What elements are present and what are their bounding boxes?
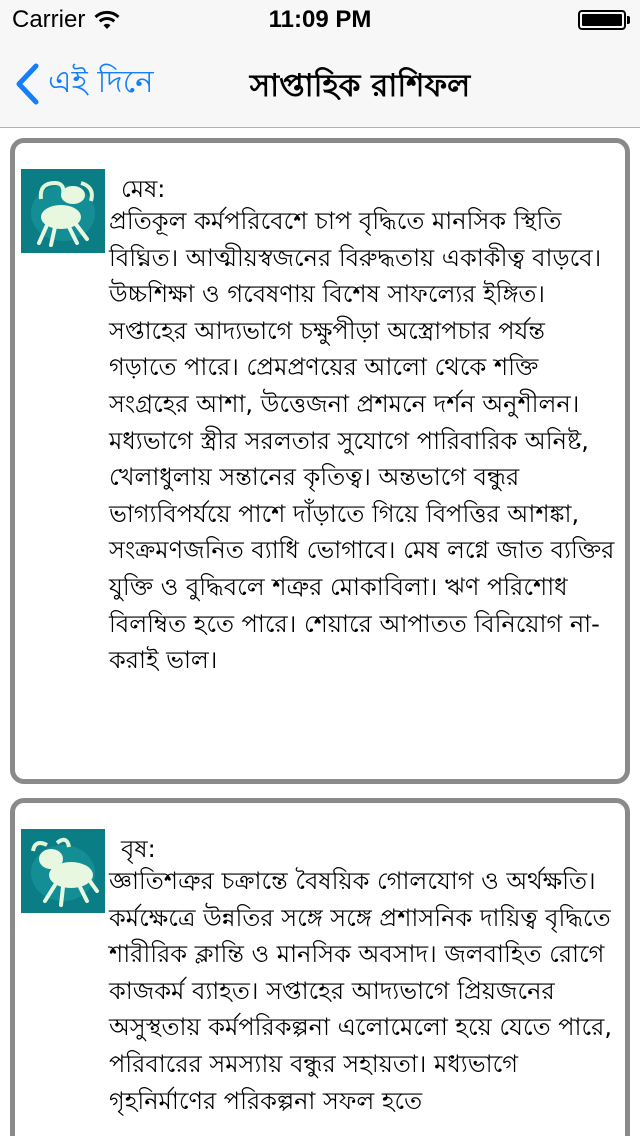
horoscope-list[interactable] xyxy=(0,128,640,1136)
page-title: সাপ্তাহিক রাশিফল xyxy=(249,68,471,104)
battery-icon xyxy=(578,10,626,30)
navigation-bar xyxy=(0,40,640,128)
sign-name: মেষ: xyxy=(121,175,166,203)
horoscope-card xyxy=(10,138,630,784)
status-bar xyxy=(0,0,640,40)
carrier-label: Carrier xyxy=(12,6,86,33)
status-time: 11:09 PM xyxy=(268,6,372,33)
horoscope-text: প্রতিকূল কর্মপরিবেশে চাপ বৃদ্ধিতে মানসিক স্থিতি বিঘ্নিত। আত্মীয়স্বজনের বিরুদ্ধতায় একাকীত্ব বাড়বে। উচ্চশিক্ষা ও গবেষণায় বিশেষ সাফল্যের ইঙ্গিত। সপ্তাহের আদ্যভাগে চক্ষুপীড়া অস্ত্রোপচার পর্যন্ত গড়াতে পারে। প্রেমপ্রণয়ের আলো থেকে শক্তি সংগ্রহের আশা, উত্তেজনা প্রশমনে দর্শন অনুশীলন। মধ্যভাগে স্ত্রীর সরলতার সুযোগে পারিবারিক অনিষ্ট, খেলাধুলায় সন্তানের কৃতিত্ব। অন্তভাগে বন্ধুর ভাগ্যবিপর্যয়ে পাশে দাঁড়াতে গিয়ে বিপত্তির আশঙ্কা, সংক্রমণজনিত ব্যাধি ভোগাবে। মেষ লগ্নে জাত ব্যক্তির যুক্তি ও বুদ্ধিবলে শত্রুর মোকাবিলা। ঋণ পরিশোধ বিলম্বিত হতে পারে। শেয়ারে আপাতত বিনিয়োগ না-করাই ভাল। xyxy=(109,207,615,675)
sign-name: বৃষ: xyxy=(121,835,156,863)
back-button-label: এই দিনে xyxy=(48,64,154,100)
horoscope-text: জ্ঞাতিশত্রুর চক্রান্তে বৈষয়িক গোলযোগ ও অর্থক্ষতি। কর্মক্ষেত্রে উন্নতির সঙ্গে সঙ্গে প্রশাসনিক দায়িত্ব বৃদ্ধিতে শারীরিক ক্লান্তি ও মানসিক অবসাদ। জলবাহিত রোগে কাজকর্ম ব্যাহত। সপ্তাহের আদ্যভাগে প্রিয়জনের অসুস্থতায় কর্মপরিকল্পনা এলোমেলো হয়ে যেতে পারে, পরিবারের সমস্যায় বন্ধুর সহায়তা। মধ্যভাগে গৃহনির্মাণের পরিকল্পনা সফল হতে xyxy=(109,867,612,1115)
taurus-icon xyxy=(21,829,105,913)
aries-icon xyxy=(21,169,105,253)
horoscope-card xyxy=(10,798,630,1136)
